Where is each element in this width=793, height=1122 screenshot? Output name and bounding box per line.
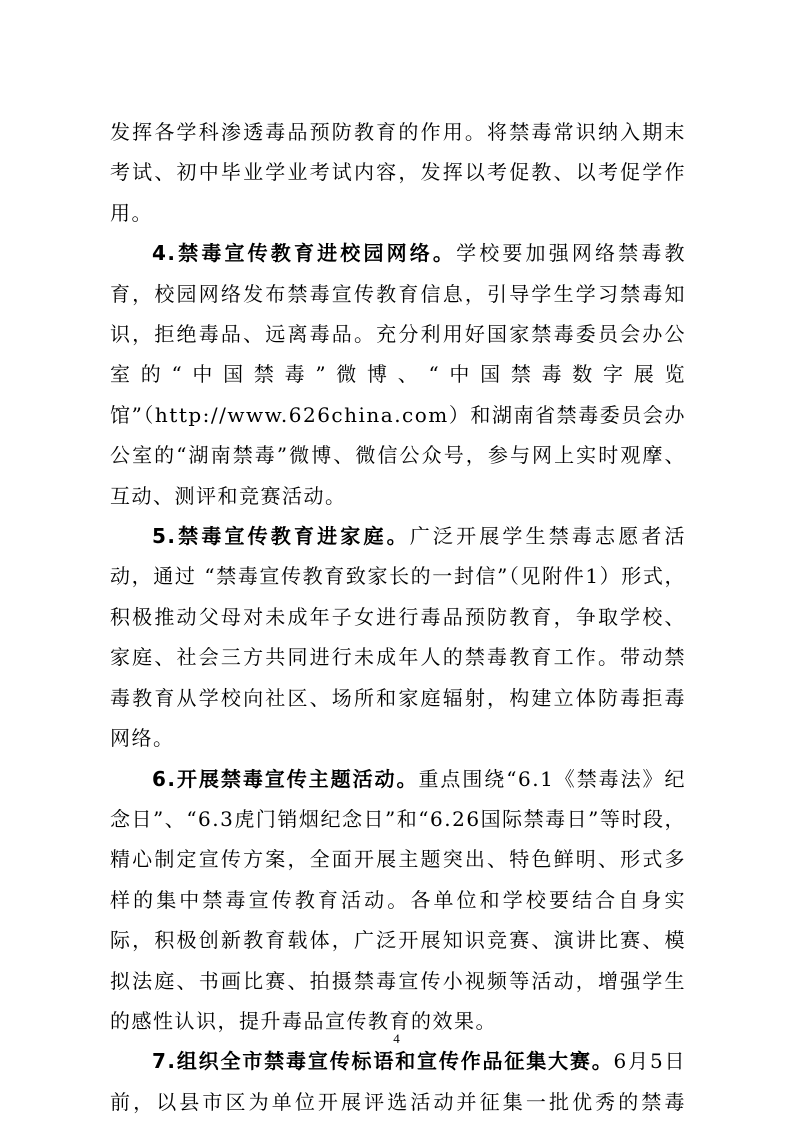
paragraph-continuation xyxy=(110,112,686,233)
section-heading: 5.禁毒宣传教育进家庭。 xyxy=(152,524,410,549)
page-number: 4 xyxy=(393,1031,400,1046)
paragraph-theme-activities xyxy=(110,759,686,1042)
paragraph-body: 重点围绕“6.1《禁毒法》纪念日”、“6.3虎门销烟纪念日”和“6.26国际禁毒日”等时段，精心制定宣传方案，全面开展主题突出、特色鲜明、形式多样的集中禁毒宣传教育活动。各单位和学校要结合自身实际，积极创新教育载体，广泛开展知识竞赛、演讲比赛、模拟法庭、书画比赛、拍摄禁毒宣传小视频等活动，增强学生的感性认识，提升毒品宣传教育的效果。 xyxy=(110,766,687,1033)
paragraph-campus-network xyxy=(110,233,686,516)
document-body xyxy=(110,112,686,1122)
paragraph-body: 发挥各学科渗透毒品预防教育的作用。将禁毒常识纳入期末考试、初中毕业学业考试内容，发挥以考促教、以考促学作用。 xyxy=(110,120,686,225)
paragraph-body: 6月5日前，以县市区为单位开展评选活动并征集一批优秀的禁毒 xyxy=(110,1049,687,1114)
section-heading: 6.开展禁毒宣传主题活动。 xyxy=(152,766,419,791)
paragraph-family xyxy=(110,516,686,758)
paragraph-slogan-contest xyxy=(110,1041,686,1122)
section-heading: 7.组织全市禁毒宣传标语和宣传作品征集大赛。 xyxy=(152,1049,614,1074)
section-heading: 4.禁毒宣传教育进校园网络。 xyxy=(152,241,457,266)
paragraph-body: 学校要加强网络禁毒教育，校园网络发布禁毒宣传教育信息，引导学生学习禁毒知识，拒绝毒品、远离毒品。充分利用好国家禁毒委员会办公室的“中国禁毒”微博、“中国禁毒数字展览馆”（http://www.626china.com）和湖南省禁毒委员会办公室的“湖南禁毒”微博、微信公众号，参与网上实时观摩、互动、测评和竞赛活动。 xyxy=(110,241,687,508)
paragraph-body: 广泛开展学生禁毒志愿者活动，通过 “禁毒宣传教育致家长的一封信”（见附件1）形式，积极推动父母对未成年子女进行毒品预防教育，争取学校、家庭、社会三方共同进行未成年人的禁毒教育工作。带动禁毒教育从学校向社区、场所和家庭辐射，构建立体防毒拒毒网络。 xyxy=(110,524,687,751)
